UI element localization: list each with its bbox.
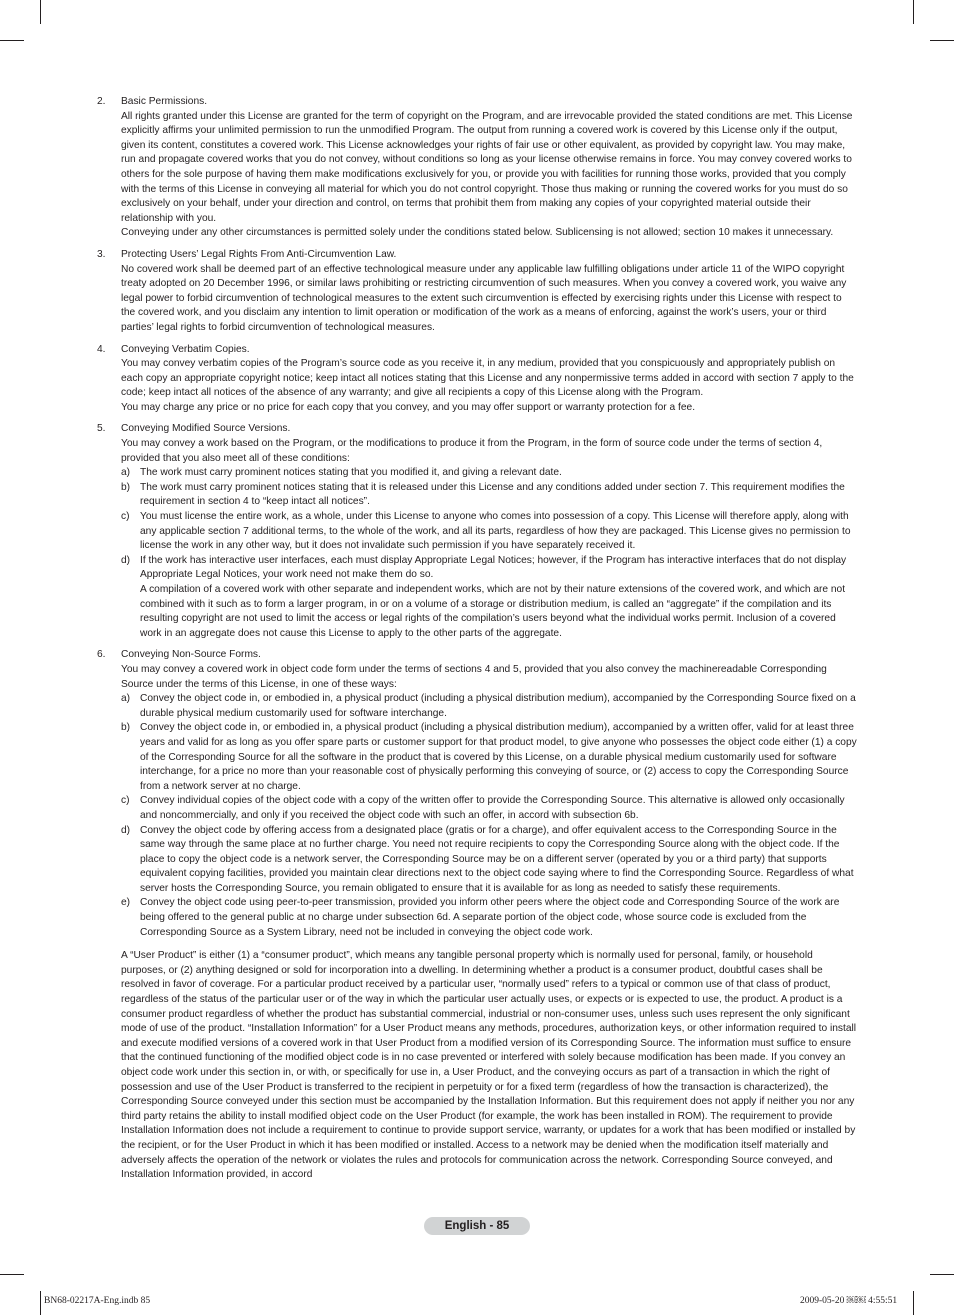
section-paragraph: You may charge any price or no price for each copy that you convey, and you may offer support or warranty protection for a fee. [121, 401, 696, 413]
page-number-badge: English - 85 [424, 1217, 530, 1235]
clause-letter: d) [121, 824, 131, 836]
crop-mark [40, 0, 41, 24]
clause-text: The work must carry prominent notices stating that you modified it, and giving a relevant date. [140, 467, 562, 479]
section-number: 5. [97, 423, 106, 435]
clause-item [121, 721, 857, 794]
clause-item [121, 510, 857, 554]
section-number: 2. [97, 96, 106, 107]
user-product-paragraph: A “User Product” is either (1) a “consumer product”, which means any tangible personal property which is normally used for personal, family, or household purposes, or (2) anything designed or sold for incorporation into a dwelling. In determining whether a product is a consumer product, doubtful cases shall be resolved in favor of coverage. For a particular product received by a particular user, “normally used” refers to a typical or common use of that class of product, regardless of the status of the particular user or of the way in which the particular user actually uses, or expects or is expected to use, the product. A product is a consumer product regardless of whether the product has substantial commercial, industrial or non-consumer uses, unless such uses represent the only significant mode of use of the product. “Installation Information” for a User Product means any methods, procedures, authorization keys, or other information required to install and execute modified versions of a covered work in that User Product from a modified version of its Corresponding Source. The information must suffice to ensure that the continued functioning of the modified object code is in no case prevented or interfered with solely because modification has been made. If you convey an object code work under this section in, or with, or specifically for use in, a User Product, and the conveying occurs as part of a transaction in which the right of possession and use of the User Product is transferred to the recipient in perpetuity or for a fixed term (regardless of how the transaction is characterized), the Corresponding Source conveyed under this section must be accompanied by the Installation Information. But this requirement does not apply if neither you nor any third party retains the ability to install modified object code on the User Product (for example, the work has been installed in ROM). The requirement to provide Installation Information does not include a requirement to continue to provide support service, warranty, or updates for a work that has been modified or installed by the recipient, or for the User Product in which it has been modified or installed. Access to a network may be denied when the modification itself materially and adversely affects the operation of the network or violates the rules and protocols for communication across the network. Corresponding Source conveyed, and Installation Information provided, in accord [121, 950, 857, 1181]
crop-mark [930, 40, 954, 41]
section-paragraph: You may convey a covered work in object code form under the terms of sections 4 and 5, provided that you also convey the machinereadable Corresponding Source under the terms of this License, in one of these ways: [121, 663, 827, 690]
clause-text: Convey the object code in, or embodied in, a physical product (including a physical distribution medium), accompanied by the Corresponding Source fixed on a durable physical medium customarily used for software interchange. [140, 693, 856, 719]
clause-item [121, 692, 857, 721]
clause-text: A compilation of a covered work with other separate and independent works, which are not by their nature extensions of the covered work, and which are not combined with it such as to form a larger program, in or on a volume of a storage or distribution medium, is called an “aggregate” if the compilation and its resulting copyright are not used to limit the access or legal rights of the compilation’s users beyond what the individual works permit. Inclusion of a covered work in an aggregate does not cause this License to apply to the other parts of the aggregate. [140, 584, 846, 639]
section-title: Protecting Users’ Legal Rights From Anti-Circumvention Law. [121, 248, 397, 260]
section-paragraph: All rights granted under this License are granted for the term of copyright on the Program, and are irrevocable provided the stated conditions are met. This License explicitly affirms your unlimited permission to run the unmodified Program. The output from running a covered work is covered by this License only if the output, given its content, constitutes a covered work. This License acknowledges your rights of fair use or other equivalent, as provided by copyright law. You may make, run and propagate covered works that you do not convey, without conditions so long as your license otherwise remains in force. You may convey covered works to others for the sole purpose of having them make modifications exclusively for you, or provide you with facilities for running those works, provided that you comply with the terms of this License in conveying all material for which you do not control copyright. Those thus making or running the covered works for you must do so exclusively on your behalf, under your direction and control, on terms that prohibit them from making any copies of your copyrighted material outside their relationship with you. [121, 110, 853, 224]
license-body [97, 95, 857, 1183]
clause-item [121, 896, 857, 940]
clause-item [121, 481, 857, 510]
clause-list [121, 466, 857, 641]
clause-letter: a) [121, 693, 131, 705]
crop-mark [913, 1291, 914, 1315]
clause-text: The work must carry prominent notices stating that it is released under this License and any conditions added under section 7. This requirement modifies the requirement in section 4 to “keep intact all notices”. [140, 481, 845, 508]
section-paragraph: No covered work shall be deemed part of an effective technological measure under any applicable law fulfilling obligations under article 11 of the WIPO copyright treaty adopted on 20 December 1996, or similar laws prohibiting or restricting circumvention of such measures. When you convey a covered work, you waive any legal power to forbid circumvention of technological measures to the extent such circumvention is effected by exercising rights under this License with respect to the covered work, and you disclaim any intention to limit operation or modification of the work as a means of enforcing, against the work’s users, your or third parties’ legal rights to forbid circumvention of technological measures. [121, 263, 847, 333]
clause-item [121, 554, 857, 642]
clause-letter: d) [121, 554, 131, 566]
section-title: Conveying Modified Source Versions. [121, 423, 291, 435]
section-number: 4. [97, 343, 106, 355]
crop-mark [0, 40, 24, 41]
clause-list [121, 692, 857, 940]
clause-letter: a) [121, 467, 131, 479]
clause-text: Convey individual copies of the object code with a copy of the written offer to provide the Corresponding Source. This alternative is allowed only occasionally and noncommercially, and only if you received the object code with such an offer, in accord with subsection 6b. [140, 795, 845, 821]
clause-text: Convey the object code using peer-to-peer transmission, provided you inform other peers where the object code and Corresponding Source of the work are being offered to the general public at no charge under subsection 6d. A separate portion of the object code, whose source code is excluded from the Corresponding Source as a System Library, need not be included in conveying the object code work. [140, 897, 840, 938]
clause-text: If the work has interactive user interfaces, each must display Appropriate Legal Notices; however, if the Program has interactive interfaces that do not display Appropriate Legal Notices, your work need not make them do so. [140, 554, 847, 581]
license-section [97, 248, 857, 336]
section-paragraph: Conveying under any other circumstances is permitted solely under the conditions stated below. Sublicensing is not allowed; section 10 makes it unnecessary. [121, 227, 834, 239]
crop-mark [913, 0, 914, 24]
clause-letter: c) [121, 795, 130, 807]
section-title: Conveying Verbatim Copies. [121, 343, 250, 355]
clause-text: You must license the entire work, as a whole, under this License to anyone who comes into possession of a copy. This License will therefore apply, along with any applicable section 7 additional terms, to the whole of the work, and all its parts, regardless of how they are packaged. This License gives no permission to license the work in any other way, but it does not invalidate such permission if you have separately received it. [140, 511, 851, 552]
crop-mark [0, 1274, 24, 1275]
license-section [97, 343, 857, 416]
section-paragraph: You may convey a work based on the Program, or the modifications to produce it from the Program, in the form of source code under the terms of section 4, provided that you also meet all of these conditions: [121, 438, 823, 464]
clause-letter: b) [121, 481, 131, 493]
license-section [97, 648, 857, 940]
clause-item [121, 466, 857, 481]
crop-mark [40, 1291, 41, 1315]
clause-letter: e) [121, 897, 131, 909]
section-number: 6. [97, 649, 106, 661]
print-slug-file: BN68-02217A-Eng.indb 85 [44, 1296, 151, 1306]
license-section [97, 422, 857, 641]
section-title: Basic Permissions. [121, 96, 208, 107]
crop-mark [930, 1274, 954, 1275]
print-slug-timestamp: 2009-05-20 ￼￼ 4:55:51 [800, 1296, 898, 1306]
license-section [97, 95, 857, 241]
section-number: 3. [97, 248, 106, 260]
clause-text: Convey the object code in, or embodied in, a physical product (including a physical distribution medium), accompanied by a written offer, valid for at least three years and valid for as long as you offer spare parts or customer support for that product model, to give anyone who possesses the object code either (1) a copy of the Corresponding Source for all the software in the product that is covered by this License, on a durable physical medium customarily used for software interchange, for a price no more than your reasonable cost of physically performing this conveying of source, or (2) access to copy the Corresponding Source from a network server at no charge. [140, 722, 857, 792]
clause-item [121, 794, 857, 823]
section-paragraph: You may convey verbatim copies of the Program’s source code as you receive it, in any medium, provided that you conspicuously and appropriately publish on each copy an appropriate copyright notice; keep intact all notices stating that this License and any nonpermissive terms added in accord with section 7 apply to the code; keep intact all notices of the absence of any warranty; and give all recipients a copy of this License along with the Program. [121, 358, 854, 399]
clause-item [121, 824, 857, 897]
section-title: Conveying Non-Source Forms. [121, 649, 261, 661]
clause-letter: c) [121, 511, 130, 523]
clause-letter: b) [121, 722, 131, 734]
clause-text: Convey the object code by offering access from a designated place (gratis or for a charge), and offer equivalent access to the Corresponding Source in the same way through the same place at no further charge. You need not require recipients to copy the Corresponding Source along with the object code. If the place to copy the object code is a network server, the Corresponding Source may be on a different server (operated by you or a third party) that supports equivalent copying facilities, provided you maintain clear directions next to the object code saying where to find the Corresponding Source. Regardless of what server hosts the Corresponding Source, you remain obligated to ensure that it is available for as long as needed to satisfy these requirements. [140, 824, 854, 894]
